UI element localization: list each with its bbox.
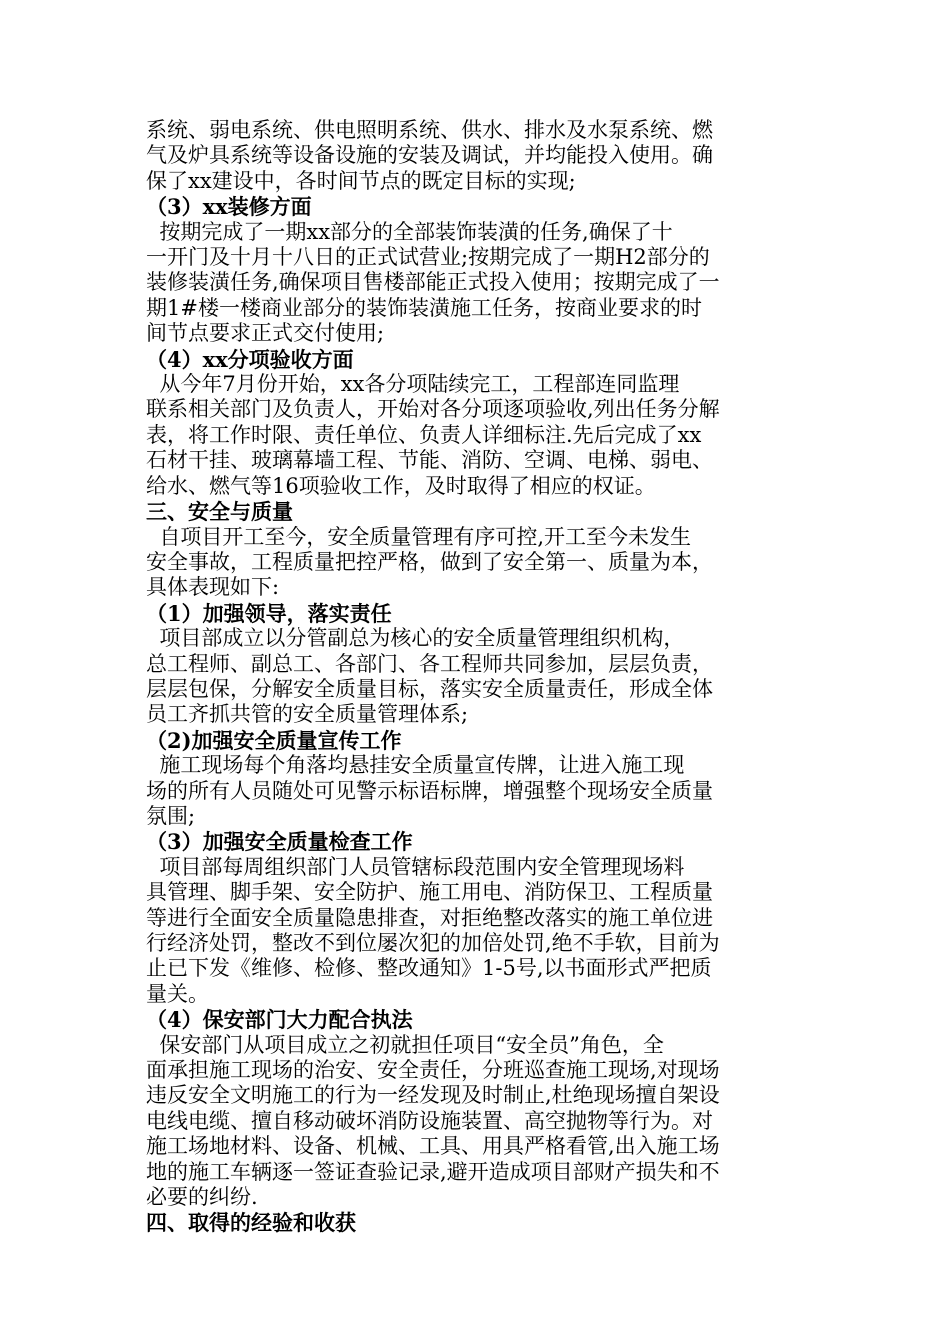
document-body xyxy=(146,118,816,1236)
section-heading-leadership: （1）加强领导，落实责任 xyxy=(146,600,392,626)
text-line: 安全事故，工程质量把控严格，做到了安全第一、质量为本， xyxy=(146,549,713,574)
text-line: 违反安全文明施工的行为一经发现及时制止,杜绝现场擅自架设 xyxy=(146,1083,720,1108)
section-heading-acceptance: （4）xx分项验收方面 xyxy=(146,346,354,372)
text-line: 具管理、脚手架、安全防护、施工用电、消防保卫、工程质量 xyxy=(146,880,713,905)
text-line: 系统、弱电系统、供电照明系统、供水、排水及水泵系统、燃 xyxy=(146,118,713,142)
text-line: 保了xx建设中，各时间节点的既定目标的实现; xyxy=(146,168,576,193)
text-line: 保安部门从项目成立之初就担任项目“安全员”角色，全 xyxy=(146,1032,664,1057)
text-line: 具体表现如下: xyxy=(146,575,280,600)
chapter-heading-experience: 四、取得的经验和收获 xyxy=(146,1210,356,1236)
text-line: 项目部每周组织部门人员管辖标段范围内安全管理现场料 xyxy=(146,854,685,879)
text-line: 石材干挂、玻璃幕墙工程、节能、消防、空调、电梯、弱电、 xyxy=(146,448,713,473)
text-line: 表，将工作时限、责任单位、负责人详细标注.先后完成了xx xyxy=(146,422,702,447)
text-line: 项目部成立以分管副总为核心的安全质量管理组织机构， xyxy=(146,626,685,651)
text-line: 气及炉具系统等设备设施的安装及调试，并均能投入使用。确 xyxy=(146,143,713,168)
text-line: 从今年7月份开始，xx各分项陆续完工，工程部连同监理 xyxy=(146,372,680,397)
section-heading-publicity: （2)加强安全质量宣传工作 xyxy=(146,727,402,753)
text-line: 氛围; xyxy=(146,803,196,828)
text-line: 期1#楼一楼商业部分的装饰装潢施工任务，按商业要求的时 xyxy=(146,295,702,320)
section-heading-security: （4）保安部门大力配合执法 xyxy=(146,1007,413,1033)
text-line: 总工程师、副总工、各部门、各工程师共同参加，层层负责， xyxy=(146,651,713,676)
text-line: 员工齐抓共管的安全质量管理体系; xyxy=(146,702,469,727)
text-line: 给水、燃气等16项验收工作，及时取得了相应的权证。 xyxy=(146,473,656,498)
text-line: 联系相关部门及负责人，开始对各分项逐项验收,列出任务分解 xyxy=(146,397,720,422)
text-line: 一开门及十月十八日的正式试营业;按期完成了一期H2部分的 xyxy=(146,245,710,270)
text-line: 等进行全面安全质量隐患排查，对拒绝整改落实的施工单位进 xyxy=(146,905,713,930)
text-line: 面承担施工现场的治安、安全责任，分班巡查施工现场,对现场 xyxy=(146,1058,720,1083)
text-line: 必要的纠纷. xyxy=(146,1185,258,1210)
text-line: 间节点要求正式交付使用; xyxy=(146,321,385,346)
text-line: 施工场地材料、设备、机械、工具、用具严格看管,出入施工场 xyxy=(146,1134,720,1159)
text-line: 装修装潢任务,确保项目售楼部能正式投入使用；按期完成了一 xyxy=(146,270,720,295)
text-line: 场的所有人员随处可见警示标语标牌，增强整个现场安全质量 xyxy=(146,778,713,803)
text-line: 层层包保，分解安全质量目标，落实安全质量责任，形成全体 xyxy=(146,676,713,701)
section-heading-decoration: （3）xx装修方面 xyxy=(146,194,312,220)
section-heading-inspection: （3）加强安全质量检查工作 xyxy=(146,829,413,855)
text-line: 行经济处罚，整改不到位屡次犯的加倍处罚,绝不手软，目前为 xyxy=(146,931,720,955)
chapter-heading-safety-quality: 三、安全与质量 xyxy=(146,499,293,525)
text-line: 止已下发《维修、检修、整改通知》1-5号,以书面形式严把质 xyxy=(146,956,712,981)
text-line: 量关。 xyxy=(146,981,209,1006)
text-line: 地的施工车辆逐一签证查验记录,避开造成项目部财产损失和不 xyxy=(146,1159,720,1184)
text-line: 电线电缆、擅自移动破坏消防设施装置、高空抛物等行为。对 xyxy=(146,1108,713,1133)
text-line: 施工现场每个角落均悬挂安全质量宣传牌，让进入施工现 xyxy=(146,753,685,778)
text-line: 自项目开工至今，安全质量管理有序可控,开工至今未发生 xyxy=(146,524,692,549)
text-line: 按期完成了一期xx部分的全部装饰装潢的任务,确保了十 xyxy=(146,219,673,244)
